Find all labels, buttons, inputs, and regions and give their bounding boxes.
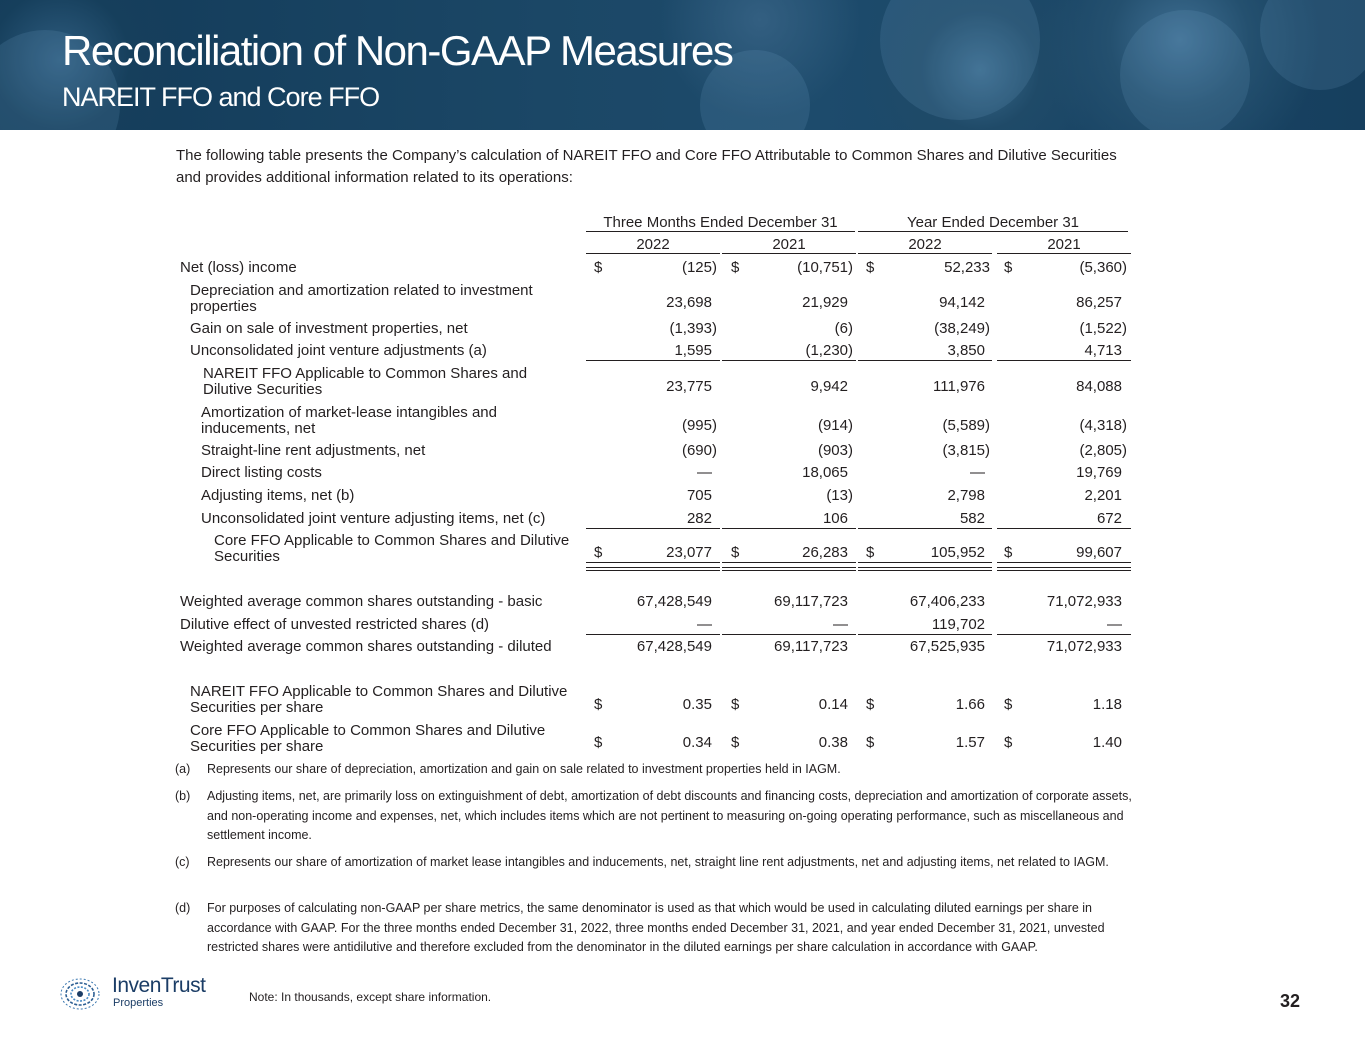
table-cell: 0.35 (682, 696, 712, 713)
cell-underline (858, 562, 992, 563)
table-cell: 2,201 (1084, 487, 1122, 504)
cell-underline (722, 360, 856, 361)
cell-double-underline (586, 570, 720, 571)
table-cell: 67,525,935 (909, 638, 985, 655)
row-label: NAREIT FFO Applicable to Common Shares and Dilutive Securities (203, 366, 528, 397)
cell-underline (722, 634, 856, 635)
table-cell: 1.57 (955, 734, 985, 751)
year-header: 2022 (636, 236, 670, 253)
year-header: 2021 (772, 236, 806, 253)
table-cell: 1.40 (1092, 734, 1122, 751)
footer-note: Note: In thousands, except share information. (249, 990, 492, 1004)
table-cell: 71,072,933 (1046, 593, 1122, 610)
table-cell: 9,942 (810, 378, 848, 395)
table-cell: (10,751) (797, 259, 853, 276)
table-cell: 0.38 (818, 734, 848, 751)
table-cell: — (1107, 616, 1122, 633)
cell-underline (997, 360, 1131, 361)
table-cell: 1,595 (674, 342, 712, 359)
table-cell: (6) (834, 320, 853, 337)
currency-symbol: $ (594, 734, 603, 751)
table-cell: (995) (681, 417, 717, 434)
currency-symbol: $ (731, 696, 740, 713)
table-cell: 1.66 (955, 696, 985, 713)
currency-symbol: $ (731, 259, 740, 276)
table-cell: 84,088 (1076, 378, 1122, 395)
row-label: Direct listing costs (201, 465, 322, 481)
cell-underline (722, 528, 856, 529)
year-header: 2021 (1047, 236, 1081, 253)
currency-symbol: $ (731, 734, 740, 751)
footnote-text: Represents our share of depreciation, amortization and gain on sale related to investment properties held in IAGM. (207, 762, 841, 776)
cell-underline (722, 562, 856, 563)
banner-decoration (1120, 10, 1250, 130)
table-cell: 2,798 (947, 487, 985, 504)
currency-symbol: $ (594, 696, 603, 713)
table-cell: (38,249) (934, 320, 990, 337)
row-label: Unconsolidated joint venture adjusting items, net (c) (201, 511, 546, 527)
table-cell: 19,769 (1076, 464, 1122, 481)
cell-underline (997, 528, 1131, 529)
table-cell: 18,065 (802, 464, 848, 481)
row-label: Net (loss) income (180, 260, 297, 276)
table-cell: 23,077 (666, 544, 712, 561)
table-cell: (903) (817, 442, 853, 459)
currency-symbol: $ (1004, 544, 1013, 561)
table-cell: 282 (686, 510, 712, 527)
cell-underline (858, 528, 992, 529)
table-cell: 4,713 (1084, 342, 1122, 359)
cell-double-underline (997, 567, 1131, 568)
logo-globe-icon (58, 974, 104, 1014)
table-cell: 111,976 (933, 378, 985, 395)
table-cell: 119,702 (931, 616, 985, 633)
table-cell: (4,318) (1079, 417, 1127, 434)
page-subtitle: NAREIT FFO and Core FFO (62, 82, 380, 112)
table-cell: — (970, 464, 985, 481)
cell-underline (997, 562, 1131, 563)
table-cell: (3,815) (942, 442, 990, 459)
logo-subtitle: Properties (113, 997, 164, 1009)
column-group-header: Three Months Ended December 31 (603, 214, 838, 231)
table-cell: (5,589) (942, 417, 990, 434)
cell-double-underline (722, 570, 856, 571)
cell-underline (858, 634, 992, 635)
table-cell: 3,850 (947, 342, 985, 359)
cell-underline (586, 528, 720, 529)
table-cell: — (833, 616, 848, 633)
table-cell: 23,698 (666, 294, 712, 311)
footnote-key: (b) (175, 789, 191, 803)
table-cell: 26,283 (802, 544, 848, 561)
table-cell: 86,257 (1076, 294, 1122, 311)
header-underline (997, 253, 1131, 254)
table-cell: — (697, 464, 712, 481)
row-label: Weighted average common shares outstanding - basic (180, 594, 543, 610)
row-label: Gain on sale of investment properties, net (190, 321, 468, 337)
row-label: Weighted average common shares outstanding - diluted (180, 639, 552, 655)
row-label: NAREIT FFO Applicable to Common Shares and Dilutive Securities per share (190, 684, 568, 715)
table-cell: (1,393) (669, 320, 717, 337)
table-cell: 71,072,933 (1046, 638, 1122, 655)
table-cell: 67,428,549 (636, 638, 712, 655)
currency-symbol: $ (594, 259, 603, 276)
cell-underline (858, 360, 992, 361)
header-underline (858, 253, 992, 254)
cell-underline (586, 360, 720, 361)
table-cell: 21,929 (802, 294, 848, 311)
table-cell: (2,805) (1079, 442, 1127, 459)
table-cell: — (697, 616, 712, 633)
footnote-text: Represents our share of amortization of market lease intangibles and inducements, net, straight line rent adjustments, net and adjusting items, net related to IAGM. (207, 855, 1109, 869)
row-label: Amortization of market-lease intangibles and inducements, net (201, 405, 497, 436)
currency-symbol: $ (866, 544, 875, 561)
page-title: Reconciliation of Non-GAAP Measures (62, 27, 733, 74)
currency-symbol: $ (866, 696, 875, 713)
header-underline (858, 231, 1128, 232)
currency-symbol: $ (866, 734, 875, 751)
footnote-key: (a) (175, 762, 191, 776)
banner-decoration (880, 0, 1040, 120)
footnote-text: Adjusting items, net, are primarily loss on extinguishment of debt, amortization of debt discounts and financing costs, depreciation and amortization of corporate assets, and non-operating income and expenses, net, which includes items which are not pertinent to measuring on-going operating performance, such as miscellaneous and settlement income. (207, 789, 1132, 842)
table-cell: 67,406,233 (909, 593, 985, 610)
cell-underline (586, 634, 720, 635)
cell-underline (586, 562, 720, 563)
table-cell: (13) (826, 487, 853, 504)
header-banner (0, 0, 1365, 130)
banner-decoration (1260, 0, 1365, 90)
row-label: Core FFO Applicable to Common Shares and Dilutive Securities per share (190, 723, 546, 754)
table-cell: 23,775 (666, 378, 712, 395)
table-cell: 94,142 (939, 294, 985, 311)
table-cell: (125) (681, 259, 717, 276)
inventrust-logo (58, 974, 218, 1014)
page-number: 32 (1280, 991, 1301, 1011)
cell-double-underline (997, 570, 1131, 571)
row-label: Depreciation and amortization related to investment properties (190, 283, 533, 314)
row-label: Unconsolidated joint venture adjustments (a) (190, 343, 487, 359)
table-cell: 1.18 (1092, 696, 1122, 713)
currency-symbol: $ (1004, 259, 1013, 276)
row-label: Adjusting items, net (b) (201, 488, 355, 504)
table-cell: (690) (681, 442, 717, 459)
table-cell: 0.34 (682, 734, 712, 751)
table-cell: 582 (959, 510, 985, 527)
table-cell: 672 (1096, 510, 1122, 527)
year-header: 2022 (908, 236, 942, 253)
header-underline (722, 253, 856, 254)
table-cell: 52,233 (944, 259, 990, 276)
table-cell: (5,360) (1079, 259, 1127, 276)
column-group-header: Year Ended December 31 (906, 214, 1080, 231)
currency-symbol: $ (1004, 696, 1013, 713)
table-cell: 0.14 (818, 696, 848, 713)
header-underline (586, 231, 855, 232)
currency-symbol: $ (866, 259, 875, 276)
table-cell: (1,522) (1079, 320, 1127, 337)
footnote-key: (d) (175, 901, 191, 915)
table-cell: 69,117,723 (774, 638, 848, 655)
table-cell: (1,230) (805, 342, 853, 359)
currency-symbol: $ (1004, 734, 1013, 751)
table-cell: 69,117,723 (774, 593, 848, 610)
cell-underline (997, 634, 1131, 635)
table-cell: 67,428,549 (636, 593, 712, 610)
row-label: Straight-line rent adjustments, net (201, 443, 426, 459)
row-label: Core FFO Applicable to Common Shares and Dilutive Securities (214, 533, 570, 564)
cell-double-underline (858, 567, 992, 568)
row-label: Dilutive effect of unvested restricted shares (d) (180, 617, 490, 633)
intro-paragraph: The following table presents the Company’s calculation of NAREIT FFO and Core FFO Attributable to Common Shares and Dilutive Securities and provides additional information related to its operations: (176, 147, 1117, 186)
table-cell: 99,607 (1076, 544, 1122, 561)
footnote-text: For purposes of calculating non-GAAP per share metrics, the same denominator is used as that which would be used in calculating diluted earnings per share in accordance with GAAP. For the three months ended December 31, 2022, three months ended December 31, 2021, and year ended December 31, 2021, unvested restricted shares were antidilutive and therefore excluded from the denominator in the diluted earnings per share calculation in accordance with GAAP. (207, 901, 1105, 954)
table-cell: 105,952 (930, 544, 985, 561)
cell-double-underline (586, 567, 720, 568)
cell-double-underline (858, 570, 992, 571)
cell-double-underline (722, 567, 856, 568)
table-cell: 705 (686, 487, 712, 504)
currency-symbol: $ (594, 544, 603, 561)
currency-symbol: $ (731, 544, 740, 561)
table-cell: 106 (822, 510, 848, 527)
table-cell: (914) (817, 417, 853, 434)
footnote-key: (c) (175, 855, 190, 869)
header-underline (586, 253, 720, 254)
logo-name: InvenTrust (112, 974, 206, 997)
